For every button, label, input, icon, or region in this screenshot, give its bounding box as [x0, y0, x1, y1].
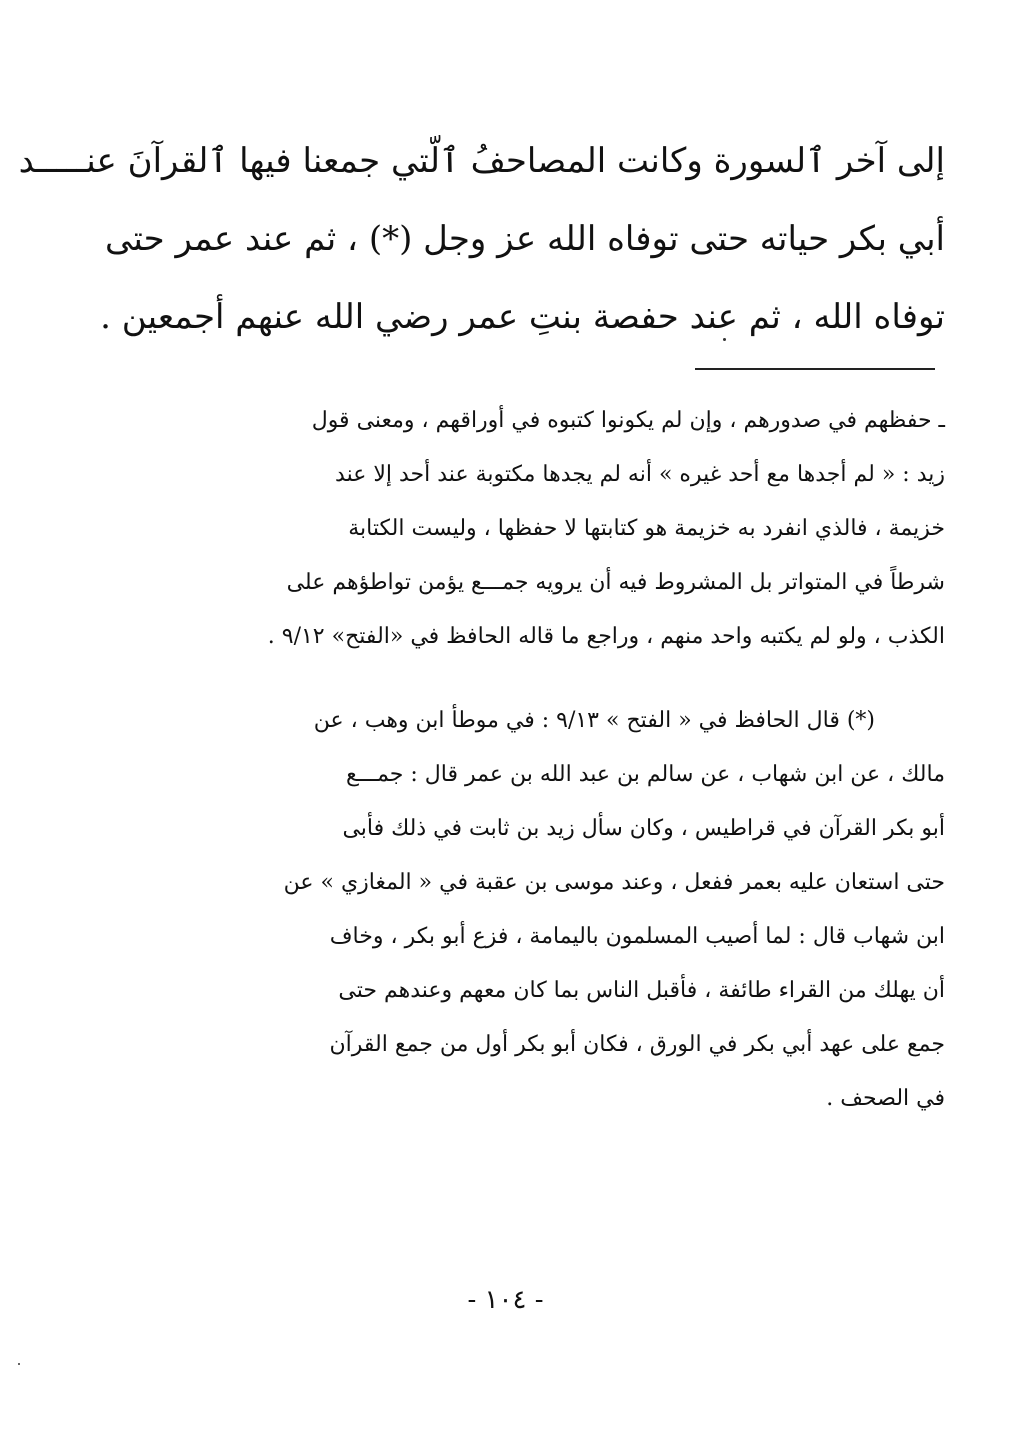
- footnote-line: أبو بكر القرآن في قراطيس ، وكان سأل زيد بن ثابت في ذلك فأبى: [342, 816, 945, 841]
- main-text-line: أبي بكر حياته حتى توفاه الله عز وجل (*) ، ثم عند عمر حتى: [105, 219, 945, 259]
- footnote-continued: [200, 394, 945, 664]
- footnote-line: خزيمة ، فالذي انفرد به خزيمة هو كتابتها لا حفظها ، وليست الكتابة: [348, 516, 945, 541]
- scan-speck: [18, 1363, 20, 1365]
- footnote-line: زيد : « لم أجدها مع أحد غيره » أنه لم يجدها مكتوبة عند أحد إلا عند: [335, 462, 945, 487]
- footnote-line: شرطاً في المتواتر بل المشروط فيه أن يرويه جمـــع يؤمن تواطؤهم على: [286, 570, 945, 595]
- footnote-line: الكذب ، ولو لم يكتبه واحد منهم ، وراجع ما قاله الحافظ في «الفتح» ٩/١٢ .: [267, 624, 945, 649]
- scan-speck: [723, 338, 726, 341]
- main-text-line: توفاه الله ، ثم عند حفصة بنتِ عمر رضي الله عنهم أجمعين .: [100, 297, 945, 337]
- footnote-line: مالك ، عن ابن شهاب ، عن سالم بن عبد الله بن عمر قال : جمـــع: [346, 762, 945, 787]
- footnote-line: ابن شهاب قال : لما أصيب المسلمون باليمامة ، فزع أبو بكر ، وخاف: [329, 924, 945, 949]
- main-text-line: إلى آخر ٱلسورة وكانت المصاحفُ ٱلّتي جمعنا فيها ٱلقرآنَ عنـــــد: [18, 141, 945, 181]
- footnote-asterisk: [200, 694, 945, 1126]
- footnote-line: ـ حفظهم في صدورهم ، وإن لم يكونوا كتبوه في أوراقهم ، ومعنى قول: [311, 408, 945, 433]
- footnote-line: في الصحف .: [826, 1086, 945, 1111]
- footnote-line: (*) قال الحافظ في « الفتح » ٩/١٣ : في موطأ ابن وهب ، عن: [313, 708, 875, 733]
- main-body-text: [18, 122, 945, 356]
- page-number: - ١٠٤ -: [467, 1285, 544, 1315]
- footnote-line: جمع على عهد أبي بكر في الورق ، فكان أبو بكر أول من جمع القرآن: [329, 1032, 945, 1057]
- footnote-separator: [695, 368, 935, 370]
- footnote-line: أن يهلك من القراء طائفة ، فأقبل الناس بما كان معهم وعندهم حتى: [338, 978, 945, 1003]
- footnote-line: حتى استعان عليه بعمر ففعل ، وعند موسى بن عقبة في « المغازي » عن: [283, 870, 945, 895]
